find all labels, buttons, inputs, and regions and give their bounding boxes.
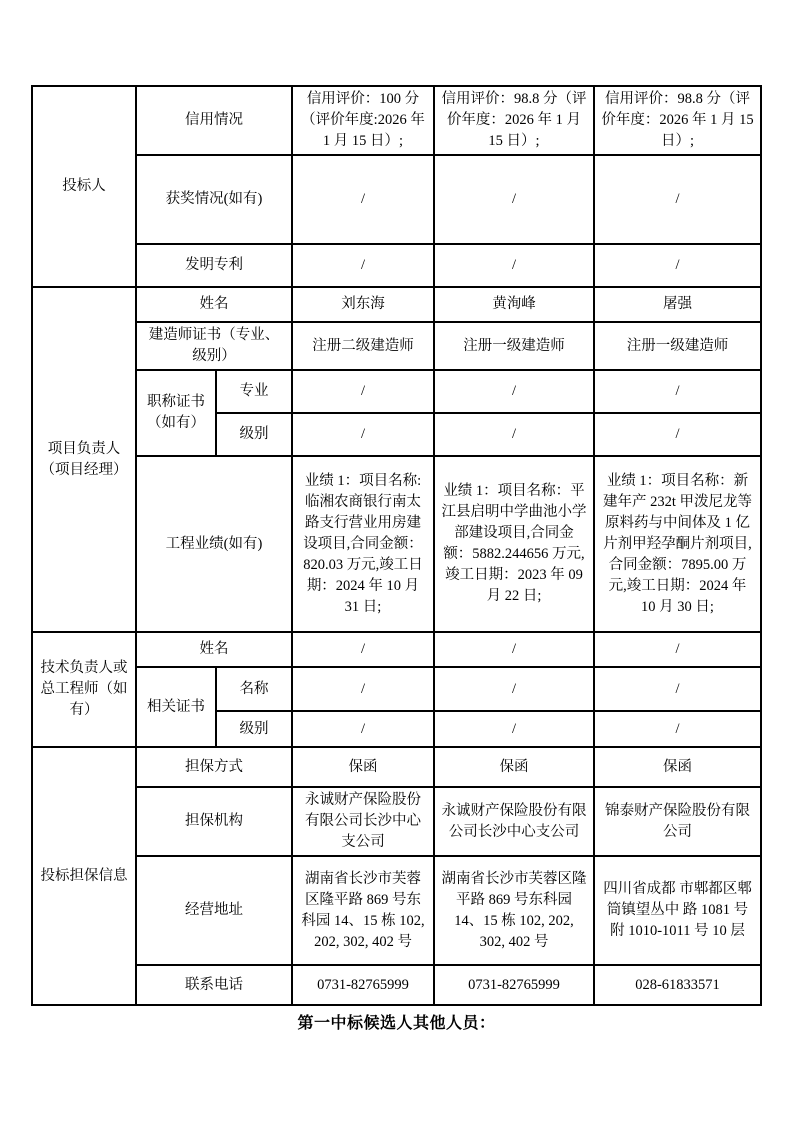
value-contact-phone-1: 0731-82765999 xyxy=(292,965,434,1005)
value-title-major-1: / xyxy=(292,370,434,413)
value-cert-name-3: / xyxy=(594,667,761,711)
value-performance-3: 业绩 1：项目名称：新建年产 232t 甲泼尼龙等原料药与中间体及 1 亿片剂甲羟孕酮片剂项目,合同金额：7895.00 万元,竣工日期：2024 年 10 月 30 日; xyxy=(594,456,761,632)
bid-candidate-info-table xyxy=(31,85,762,1006)
value-pm-name-2: 黄洵峰 xyxy=(434,287,594,322)
row-label-guarantee-method: 担保方式 xyxy=(136,747,292,787)
row-label-credit: 信用情况 xyxy=(136,86,292,155)
value-title-level-3: / xyxy=(594,413,761,456)
value-guarantee-org-3: 锦泰财产保险股份有限公司 xyxy=(594,787,761,856)
value-business-address-1: 湖南省长沙市芙蓉区隆平路 869 号东科园 14、15 栋 102, 202, 302, 402 号 xyxy=(292,856,434,965)
row-label-related-cert-group: 相关证书 xyxy=(136,667,216,747)
value-tech-name-3: / xyxy=(594,632,761,667)
value-credit-3: 信用评价：98.8 分（评价年度：2026 年 1 月 15 日）; xyxy=(594,86,761,155)
value-title-major-3: / xyxy=(594,370,761,413)
value-guarantee-method-3: 保函 xyxy=(594,747,761,787)
value-awards-3: / xyxy=(594,155,761,244)
value-tech-name-2: / xyxy=(434,632,594,667)
group-header-tech-lead: 技术负责人或总工程师（如有） xyxy=(32,632,136,747)
row-label-guarantee-org: 担保机构 xyxy=(136,787,292,856)
value-guarantee-method-2: 保函 xyxy=(434,747,594,787)
value-tech-name-1: / xyxy=(292,632,434,667)
value-cert-name-1: / xyxy=(292,667,434,711)
row-label-tech-name: 姓名 xyxy=(136,632,292,667)
value-cert-level-1: / xyxy=(292,711,434,747)
value-contact-phone-3: 028-61833571 xyxy=(594,965,761,1005)
row-label-performance: 工程业绩(如有) xyxy=(136,456,292,632)
value-pm-name-1: 刘东海 xyxy=(292,287,434,322)
group-header-project-manager: 项目负责人（项目经理） xyxy=(32,287,136,632)
value-constructor-cert-1: 注册二级建造师 xyxy=(292,322,434,370)
value-contact-phone-2: 0731-82765999 xyxy=(434,965,594,1005)
value-business-address-2: 湖南省长沙市芙蓉区隆平路 869 号东科园 14、15 栋 102, 202, 302, 402 号 xyxy=(434,856,594,965)
row-label-constructor-cert: 建造师证书（专业、级别） xyxy=(136,322,292,370)
value-cert-level-2: / xyxy=(434,711,594,747)
value-patents-3: / xyxy=(594,244,761,287)
value-patents-1: / xyxy=(292,244,434,287)
row-label-cert-name: 名称 xyxy=(216,667,292,711)
value-title-level-1: / xyxy=(292,413,434,456)
row-label-awards: 获奖情况(如有) xyxy=(136,155,292,244)
value-awards-1: / xyxy=(292,155,434,244)
value-cert-level-3: / xyxy=(594,711,761,747)
footer-note: 第一中标候选人其他人员： xyxy=(297,1015,496,1032)
value-awards-2: / xyxy=(434,155,594,244)
value-credit-2: 信用评价：98.8 分（评价年度：2026 年 1 月 15 日）; xyxy=(434,86,594,155)
value-patents-2: / xyxy=(434,244,594,287)
value-constructor-cert-2: 注册一级建造师 xyxy=(434,322,594,370)
value-title-major-2: / xyxy=(434,370,594,413)
value-title-level-2: / xyxy=(434,413,594,456)
value-performance-1: 业绩 1：项目名称:临湘农商银行南太路支行营业用房建设项目,合同金额：820.03 万元,竣工日期：2024 年 10 月 31 日; xyxy=(292,456,434,632)
row-label-title-level: 级别 xyxy=(216,413,292,456)
value-constructor-cert-3: 注册一级建造师 xyxy=(594,322,761,370)
value-credit-1: 信用评价：100 分（评价年度:2026 年 1 月 15 日）; xyxy=(292,86,434,155)
row-label-cert-level: 级别 xyxy=(216,711,292,747)
value-business-address-3: 四川省成都 市郫都区郫 筒镇望丛中 路 1081 号附 1010-1011 号 10 层 xyxy=(594,856,761,965)
row-label-business-address: 经营地址 xyxy=(136,856,292,965)
value-performance-2: 业绩 1：项目名称：平江县启明中学曲池小学部建设项目,合同金额：5882.244656 万元,竣工日期：2023 年 09 月 22 日; xyxy=(434,456,594,632)
value-guarantee-method-1: 保函 xyxy=(292,747,434,787)
row-label-title-major: 专业 xyxy=(216,370,292,413)
row-label-title-cert-group: 职称证书（如有） xyxy=(136,370,216,456)
row-label-pm-name: 姓名 xyxy=(136,287,292,322)
value-cert-name-2: / xyxy=(434,667,594,711)
value-guarantee-org-1: 永诚财产保险股份有限公司长沙中心支公司 xyxy=(292,787,434,856)
row-label-contact-phone: 联系电话 xyxy=(136,965,292,1005)
group-header-bidder: 投标人 xyxy=(32,86,136,287)
group-header-bid-guarantee: 投标担保信息 xyxy=(32,747,136,1005)
value-pm-name-3: 屠强 xyxy=(594,287,761,322)
row-label-patents: 发明专利 xyxy=(136,244,292,287)
value-guarantee-org-2: 永诚财产保险股份有限公司长沙中心支公司 xyxy=(434,787,594,856)
